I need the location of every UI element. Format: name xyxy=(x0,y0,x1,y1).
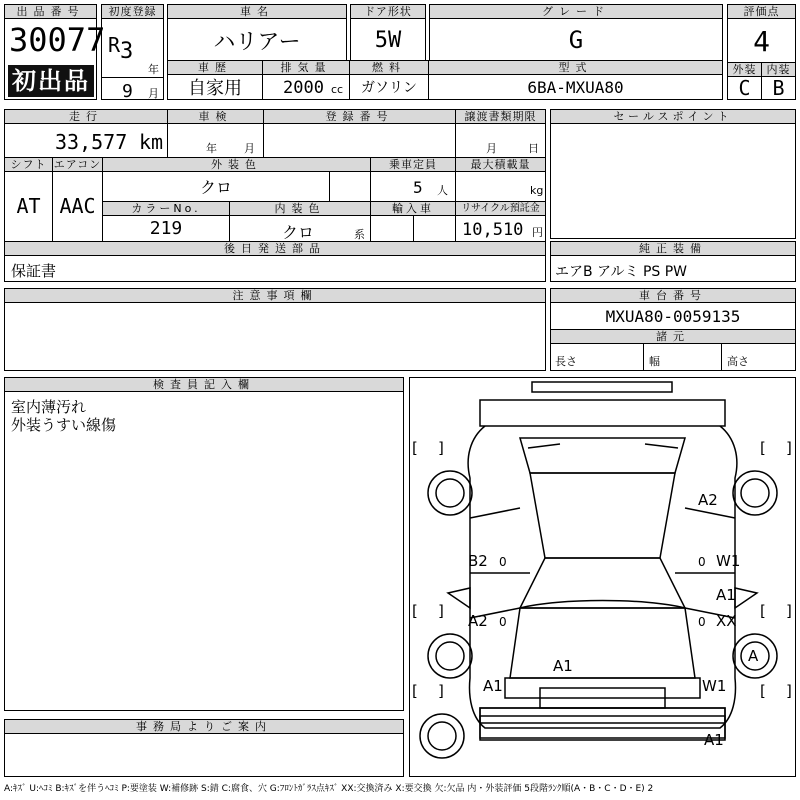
office-header: 事務局よりご案内 xyxy=(5,720,403,734)
divider xyxy=(643,343,644,371)
model-header: 型式 xyxy=(429,61,722,75)
door-box xyxy=(350,4,426,61)
door-header: ドア形状 xyxy=(351,5,425,19)
notes-header: 注意事項欄 xyxy=(5,289,545,303)
history-header: 車歴 xyxy=(168,61,262,75)
bracket-left-low-close: ] xyxy=(438,682,444,700)
interior-score-header: 内装 xyxy=(762,63,795,77)
bracket-left-top-close: ] xyxy=(438,439,444,457)
interior-color-unit: 系 xyxy=(354,228,365,241)
interior-color-box xyxy=(229,201,371,242)
right-mirror xyxy=(735,588,757,608)
spare-wheel xyxy=(420,714,464,758)
registration-box xyxy=(263,109,456,158)
exterior-color-header: 外装色 xyxy=(103,158,370,172)
inspector-note-2: 外装うすい線傷 xyxy=(11,416,117,434)
bracket-left-mid-close: ] xyxy=(438,602,444,620)
car-diagram-svg xyxy=(410,378,795,776)
mileage: 33,577 xyxy=(55,130,128,154)
mark-left-rear-door: B2 xyxy=(468,552,488,570)
first-registration-box xyxy=(101,4,164,100)
equipment: エアB アルミ PS PW xyxy=(555,264,688,280)
chassis-header: 車台番号 xyxy=(551,289,795,303)
capacity-box xyxy=(370,157,456,202)
bracket-left-low: [ xyxy=(412,682,418,700)
mark-right-rear-fender: A2 xyxy=(698,491,718,509)
history: 自家用 xyxy=(188,78,242,99)
sales-points-header: セールスポイント xyxy=(551,110,795,124)
mileage-header: 走行 xyxy=(5,110,167,124)
notes-box xyxy=(4,288,546,371)
front-pillars xyxy=(470,608,735,618)
reg-month-unit: 月 xyxy=(148,87,159,100)
mark-right-front-door-inner: 0 xyxy=(698,615,706,629)
max-load-box xyxy=(455,157,546,202)
lot-number-box xyxy=(4,4,106,100)
bracket-right-low-close: ] xyxy=(786,682,792,700)
later-parts-header: 後日発送部品 xyxy=(5,242,545,256)
bracket-right-mid: [ xyxy=(760,602,766,620)
inspector-note-1: 室内薄汚れ xyxy=(11,398,87,416)
rear-bumper xyxy=(532,382,672,392)
fuel: ガソリン xyxy=(361,80,417,96)
score-box xyxy=(727,4,796,100)
equipment-box xyxy=(550,241,796,282)
rear-pillars xyxy=(470,508,735,518)
rear-left-wheel xyxy=(428,471,472,515)
grade: G xyxy=(568,26,584,54)
length-label: 長さ xyxy=(555,355,577,368)
score-header: 評価点 xyxy=(728,5,795,19)
width-label: 幅 xyxy=(649,355,660,368)
bracket-left-top: [ xyxy=(412,439,418,457)
interior-color: クロ xyxy=(282,223,315,242)
mileage-unit: km xyxy=(139,130,164,154)
roof xyxy=(530,473,675,558)
mark-right-rear-door-inner: 0 xyxy=(698,555,706,569)
damage-legend: A:ｷｽﾞ U:ﾍｺﾐ B:ｷｽﾞを伴うﾍｺﾐ P:要塗装 W:補修跡 S:錆 C:腐食、穴 G:ﾌﾛﾝﾄｶﾞﾗｽ点ｷｽﾞ XX:交換済み X:要交換 欠:欠品 内・外装評価 5段階ﾗﾝｸ順(A・B・C・D・E) 2 xyxy=(4,784,654,794)
recycle-fee: 10,510 xyxy=(462,220,524,240)
first-registration-header: 初度登録 xyxy=(102,5,163,19)
divider xyxy=(721,343,722,371)
car-name-header: 車名 xyxy=(168,5,346,19)
inspector-header: 検査員記入欄 xyxy=(5,378,403,392)
mark-right-side: A1 xyxy=(716,586,736,604)
rear-lights xyxy=(528,444,678,448)
displacement-unit: cc xyxy=(331,83,344,96)
door-type: 5W xyxy=(374,27,402,53)
displacement-header: 排気量 xyxy=(263,61,349,75)
import-box xyxy=(370,201,456,242)
sales-points-box xyxy=(550,109,796,239)
left-mirror xyxy=(448,588,470,608)
era: R xyxy=(108,33,121,57)
recycle-box xyxy=(455,201,546,242)
shift-box xyxy=(4,157,53,242)
lot-number-header: 出品番号 xyxy=(5,5,96,19)
reg-year: 3 xyxy=(120,39,134,64)
color-no: 219 xyxy=(149,218,183,239)
model-box xyxy=(428,60,723,100)
bracket-right-top: [ xyxy=(760,439,766,457)
rear-right-wheel xyxy=(733,471,777,515)
import-header: 輸入車 xyxy=(371,202,455,216)
rear-left-hub xyxy=(436,479,464,507)
max-load-unit: kg xyxy=(530,184,544,197)
bracket-right-top-close: ] xyxy=(786,439,792,457)
displacement-box xyxy=(262,60,350,100)
mark-left-front-door-inner: 0 xyxy=(499,615,507,629)
mark-front-right-corner: W1 xyxy=(702,677,727,695)
model: 6BA-MXUA80 xyxy=(527,77,624,97)
mark-front-bumper: A1 xyxy=(704,731,724,749)
transfer-box xyxy=(455,109,546,158)
height-label: 高さ xyxy=(727,355,749,368)
car-name-box xyxy=(167,4,347,61)
capacity-unit: 人 xyxy=(437,184,448,197)
mark-right-front-door: XX xyxy=(716,612,737,630)
capacity-header: 乗車定員 xyxy=(371,158,455,172)
dimensions-header: 諸元 xyxy=(551,329,795,344)
exterior-score: C xyxy=(728,77,762,99)
first-listing-badge: 初出品 xyxy=(8,65,94,97)
windshield-curve xyxy=(520,601,685,609)
body-outline xyxy=(468,426,737,728)
aircon-header: エアコン xyxy=(53,158,102,171)
score: 4 xyxy=(753,24,770,58)
capacity: 5 xyxy=(413,178,423,197)
grade-header: グレード xyxy=(430,5,722,19)
interior-color-header: 内装色 xyxy=(230,202,370,216)
lot-number: 30077 xyxy=(9,21,106,59)
mileage-box xyxy=(4,109,168,158)
mark-right-front-wheel: A xyxy=(748,647,759,665)
front-left-hub xyxy=(436,642,464,670)
car-name: ハリアー xyxy=(213,29,301,55)
equipment-header: 純正装備 xyxy=(551,242,795,256)
mark-left-rear-door-inner: 0 xyxy=(499,555,507,569)
inspection-month-unit: 月 xyxy=(244,142,255,155)
inspector-box xyxy=(4,377,404,711)
mark-right-rear-door: W1 xyxy=(716,552,741,570)
mark-left-front-door: A2 xyxy=(468,612,488,630)
exterior-score-header: 外装 xyxy=(728,63,762,77)
mark-hood: A1 xyxy=(553,657,573,675)
registration-header: 登録番号 xyxy=(264,110,455,124)
later-parts-box xyxy=(4,241,546,282)
import-divider xyxy=(413,216,414,242)
transfer-month-unit: 月 xyxy=(486,142,497,155)
inspection-header: 車検 xyxy=(168,110,263,124)
rear-panel xyxy=(480,400,725,426)
recycle-header: リサイクル預託金 xyxy=(456,202,545,216)
history-box xyxy=(167,60,263,100)
chassis-box xyxy=(550,288,796,371)
recycle-unit: 円 xyxy=(532,226,543,239)
aircon: AAC xyxy=(59,194,96,218)
transfer-header: 譲渡書類期限 xyxy=(456,110,545,124)
hood xyxy=(510,608,695,678)
shift-header: シフト xyxy=(5,158,52,172)
exterior-color: クロ xyxy=(199,177,232,197)
shift: AT xyxy=(16,194,41,218)
color-no-header: カラーNo. xyxy=(103,202,229,216)
car-diagram xyxy=(409,377,796,777)
inspection-box xyxy=(167,109,264,158)
interior-score: B xyxy=(772,76,785,100)
divider xyxy=(101,77,164,78)
mark-front-left-corner: A1 xyxy=(483,677,503,695)
divider xyxy=(329,172,330,202)
aircon-box xyxy=(52,157,103,242)
color-no-box xyxy=(102,201,230,242)
max-load-header: 最大積載量 xyxy=(456,158,545,172)
bracket-left-mid: [ xyxy=(412,602,418,620)
later-parts: 保証書 xyxy=(11,262,57,280)
grade-box xyxy=(429,4,723,61)
fuel-box xyxy=(349,60,429,100)
reg-month: 9 xyxy=(122,81,133,102)
fuel-header: 燃料 xyxy=(350,61,428,75)
bracket-right-low: [ xyxy=(760,682,766,700)
inspection-year-unit: 年 xyxy=(206,142,217,155)
front-left-wheel xyxy=(428,634,472,678)
displacement: 2000 xyxy=(283,78,324,98)
bracket-right-mid-close: ] xyxy=(786,602,792,620)
office-box xyxy=(4,719,404,777)
spare-hub xyxy=(428,722,456,750)
rear-window xyxy=(520,438,685,473)
transfer-day-unit: 日 xyxy=(528,142,539,155)
chassis-number: MXUA80-0059135 xyxy=(605,306,741,326)
exterior-color-box xyxy=(102,157,371,202)
rear-right-hub xyxy=(741,479,769,507)
reg-year-unit: 年 xyxy=(148,63,159,76)
